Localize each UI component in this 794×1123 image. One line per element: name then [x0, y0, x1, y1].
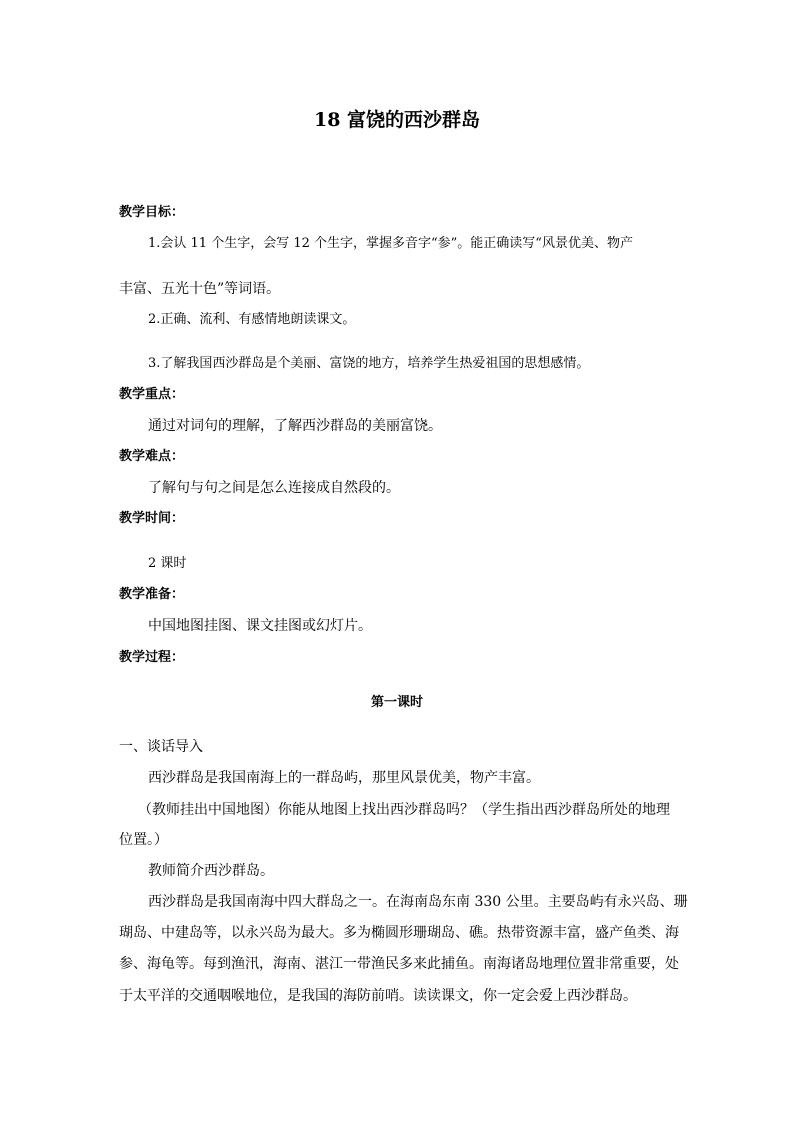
goals-item1-line1: 1.会认 11 个生字，会写 12 个生字，掌握多音字“参”。能正确读写“风景优美、物产: [148, 236, 633, 251]
paragraph-map-line2: 位置。）: [119, 832, 168, 848]
focus-heading: 教学重点：: [119, 387, 185, 402]
document-title: 18 富饶的西沙群岛: [313, 109, 481, 131]
paragraph-map-line1: （教师挂出中国地图）你能从地图上找出西沙群岛吗？（学生指出西沙群岛所处的地理: [138, 802, 670, 818]
lesson-title: 第一课时: [370, 695, 423, 710]
paragraph-teacher-intro: 教师简介西沙群岛。: [148, 863, 274, 879]
paragraph-islands-line2: 瑚岛、中建岛等，以永兴岛为最大。多为椭圆形珊瑚岛、礁。热带资源丰富，盛产鱼类、海: [119, 925, 679, 941]
prep-heading: 教学准备：: [119, 587, 185, 602]
focus-text: 通过对词句的理解，了解西沙群岛的美丽富饶。: [148, 418, 442, 434]
goals-item3: 3.了解我国西沙群岛是个美丽、富饶的地方，培养学生热爱祖国的思想感情。: [148, 356, 590, 371]
time-heading: 教学时间：: [119, 511, 185, 526]
time-text: 2 课时: [148, 556, 187, 571]
paragraph-islands-line1: 西沙群岛是我国南海中四大群岛之一。在海南岛东南 330 公里。主要岛屿有永兴岛、珊: [148, 894, 688, 910]
prep-text: 中国地图挂图、课文挂图或幻灯片。: [148, 618, 372, 634]
paragraph-islands-line4: 于太平洋的交通咽喉地位，是我国的海防前哨。读读课文，你一定会爱上西沙群岛。: [119, 988, 637, 1004]
process-heading: 教学过程：: [119, 650, 185, 665]
goals-item2: 2.正确、流利、有感情地朗读课文。: [148, 312, 356, 327]
paragraph-intro: 西沙群岛是我国南海上的一群岛屿，那里风景优美，物产丰富。: [148, 770, 540, 786]
difficulty-heading: 教学难点：: [119, 449, 185, 464]
goals-heading: 教学目标：: [119, 205, 185, 220]
paragraph-islands-line3: 参、海龟等。每到渔汛，海南、湛江一带渔民多来此捕鱼。南海诸岛地理位置非常重要，处: [119, 956, 679, 972]
goals-item1-line2: 丰富、五光十色”等词语。: [119, 281, 281, 297]
section-heading: 一、谈话导入: [119, 739, 203, 755]
difficulty-text: 了解句与句之间是怎么连接成自然段的。: [148, 480, 400, 496]
